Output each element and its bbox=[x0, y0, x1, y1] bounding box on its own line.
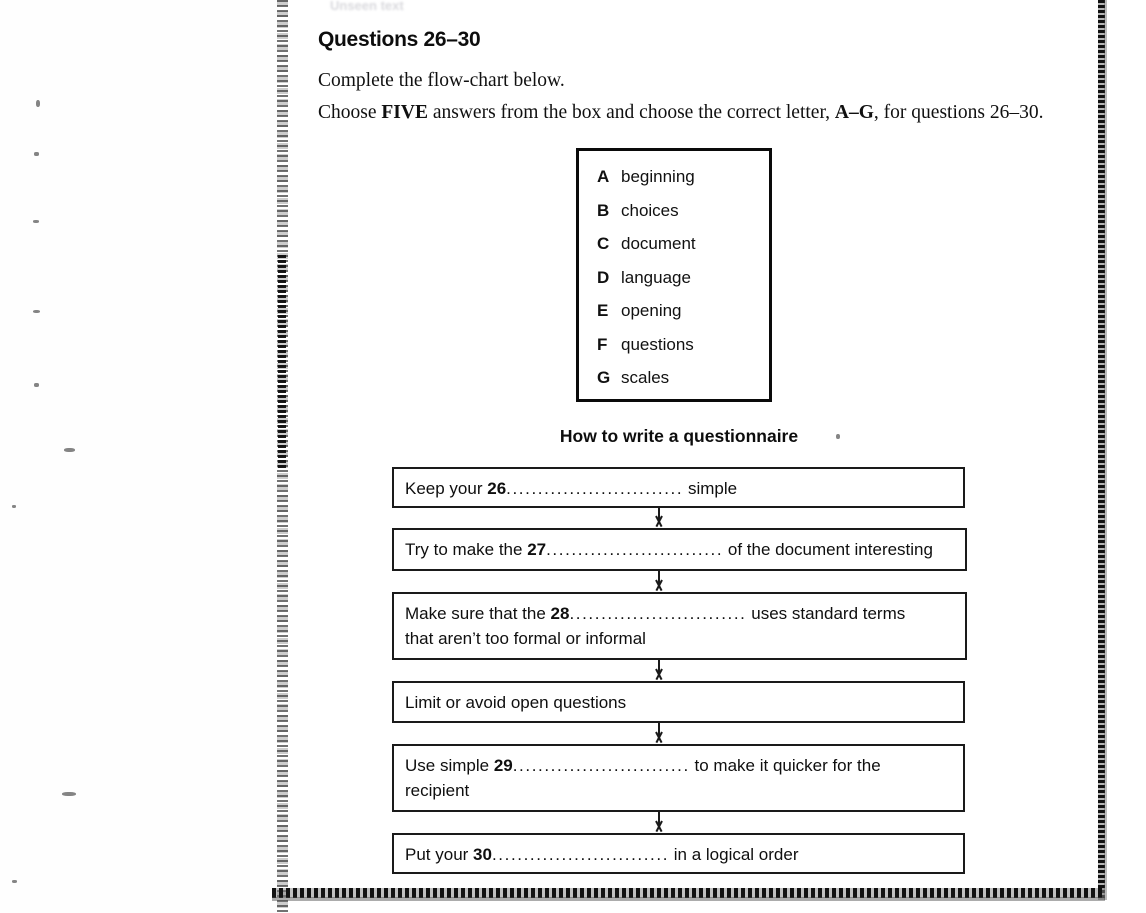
option-letter: B bbox=[597, 201, 610, 220]
instruction-text-c: , for questions 26–30. bbox=[873, 102, 1044, 123]
option-word: document bbox=[621, 234, 696, 253]
option-word: questions bbox=[621, 335, 694, 354]
flow-step-text-before: Keep your bbox=[405, 479, 488, 498]
option-word: beginning bbox=[621, 167, 695, 186]
option-item-c[interactable] bbox=[597, 234, 696, 254]
flow-step-text-after: to make it quicker for the bbox=[689, 756, 881, 775]
flow-step-number: 26 bbox=[487, 479, 507, 498]
option-item-e[interactable] bbox=[597, 301, 682, 321]
flow-step-text-after: in a logical order bbox=[669, 845, 799, 864]
flow-arrow-2 bbox=[649, 571, 669, 593]
instruction-line-2 bbox=[318, 100, 1063, 126]
flow-step-28 bbox=[392, 592, 967, 660]
page-bottom-edge-shadow bbox=[272, 897, 1105, 901]
page-right-edge-shadow bbox=[1104, 0, 1107, 900]
answer-blank-30[interactable]: ............................ bbox=[491, 845, 670, 864]
scan-speck bbox=[36, 100, 40, 107]
flow-step-number: 29 bbox=[493, 756, 513, 775]
scan-speck bbox=[33, 310, 40, 313]
page-gutter-shadow bbox=[278, 255, 286, 470]
flow-step-second-line: that aren’t too formal or informal bbox=[405, 629, 646, 648]
option-letter: A bbox=[597, 167, 610, 186]
flow-arrow-1 bbox=[649, 508, 669, 529]
option-letter: G bbox=[597, 368, 611, 387]
instruction-text-b: answers from the box and choose the correct letter, bbox=[427, 102, 835, 123]
option-item-a[interactable] bbox=[597, 167, 695, 187]
option-item-f[interactable] bbox=[597, 335, 694, 355]
scan-speck bbox=[12, 505, 16, 508]
scan-speck bbox=[33, 220, 39, 223]
flow-step-text-before: Make sure that the bbox=[405, 604, 551, 623]
option-letter: F bbox=[597, 335, 608, 354]
flow-step-text-before: Try to make the bbox=[405, 540, 528, 559]
arrow-head-icon bbox=[652, 669, 666, 680]
option-word: opening bbox=[621, 301, 682, 320]
flow-arrow-3 bbox=[649, 660, 669, 682]
flow-step-29 bbox=[392, 744, 965, 812]
scan-speck bbox=[34, 152, 39, 156]
arrow-head-icon bbox=[652, 580, 666, 591]
page-title: Questions 26–30 bbox=[318, 28, 481, 51]
scan-speck bbox=[62, 792, 76, 796]
instruction-text-a: Choose bbox=[318, 102, 382, 123]
option-letter: C bbox=[597, 234, 610, 253]
answer-options-box bbox=[576, 148, 772, 402]
flow-step-number: 28 bbox=[550, 604, 570, 623]
instruction-line-1: Complete the flow-chart below. bbox=[318, 70, 565, 91]
option-letter: D bbox=[597, 268, 610, 287]
option-word: choices bbox=[621, 201, 679, 220]
scan-speck bbox=[34, 383, 39, 387]
scan-speck bbox=[64, 448, 75, 452]
flow-arrow-5 bbox=[649, 812, 669, 834]
option-word: language bbox=[621, 268, 691, 287]
option-letter: E bbox=[597, 301, 609, 320]
option-item-d[interactable] bbox=[597, 268, 691, 288]
scan-speck bbox=[12, 880, 17, 883]
cropped-top-line: Unseen text bbox=[330, 0, 404, 11]
flow-step-text-after: uses standard terms bbox=[746, 604, 906, 623]
flow-step-second-line: recipient bbox=[405, 781, 470, 800]
flow-step-26 bbox=[392, 467, 965, 508]
flow-step-text-after: simple bbox=[683, 479, 738, 498]
instruction-emphasis-range: A–G bbox=[834, 102, 874, 123]
flow-step-30 bbox=[392, 833, 965, 874]
flow-step-text-after: of the document interesting bbox=[723, 540, 933, 559]
flow-step-27 bbox=[392, 528, 967, 571]
answer-blank-26[interactable]: ............................ bbox=[506, 479, 684, 498]
scan-left-margin bbox=[0, 0, 278, 913]
arrow-head-icon bbox=[652, 732, 666, 743]
flow-arrow-4 bbox=[649, 723, 669, 745]
answer-blank-27[interactable]: ............................ bbox=[546, 540, 724, 559]
option-item-g[interactable] bbox=[597, 368, 669, 388]
arrow-head-icon bbox=[652, 516, 666, 527]
flow-step-number: 30 bbox=[473, 845, 492, 864]
arrow-head-icon bbox=[652, 821, 666, 832]
instruction-emphasis-five: FIVE bbox=[381, 102, 428, 123]
flow-step-limit-open-questions bbox=[392, 681, 965, 723]
option-word: scales bbox=[621, 368, 670, 387]
answer-blank-29[interactable]: ............................ bbox=[512, 756, 690, 775]
flow-chart-title: How to write a questionnaire bbox=[559, 426, 799, 446]
flow-step-number: 27 bbox=[527, 540, 547, 559]
answer-blank-28[interactable]: ............................ bbox=[569, 604, 747, 623]
option-item-b[interactable] bbox=[597, 201, 679, 221]
flow-step-text-before: Put your bbox=[405, 845, 474, 864]
flow-step-text-before: Use simple bbox=[405, 756, 494, 775]
flow-step-text: Limit or avoid open questions bbox=[405, 693, 627, 712]
